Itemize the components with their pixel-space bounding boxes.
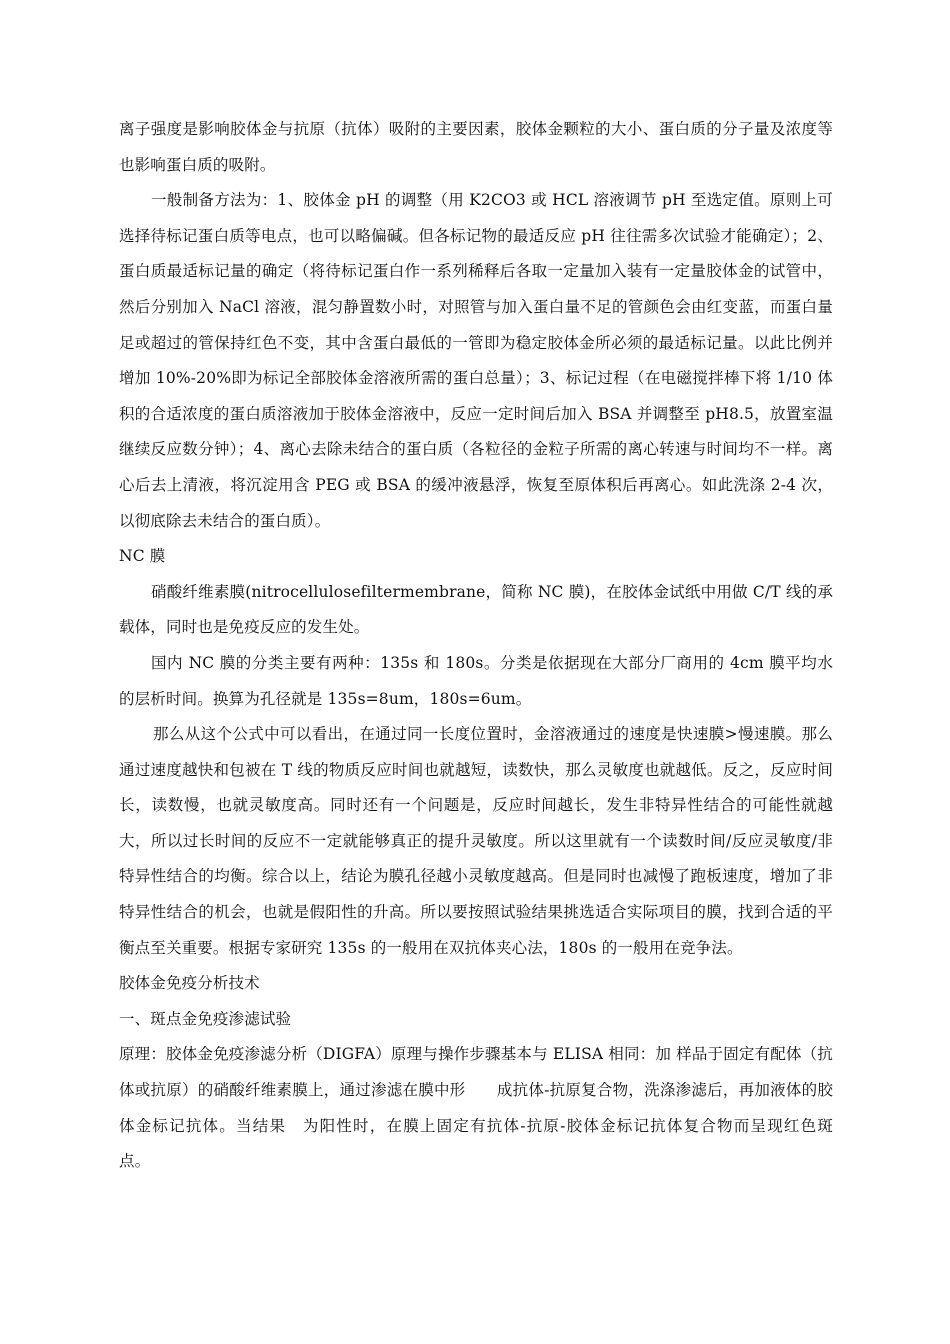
paragraph-nc-classification: 国内 NC 膜的分类主要有两种：135s 和 180s。分类是依据现在大部分厂商用的 4cm 膜平均水的层析时间。换算为孔径就是 135s=8um，180s=6um。: [119, 653, 833, 708]
heading-colloidal-gold-immunoassay: 胶体金免疫分析技术: [119, 974, 260, 993]
document-body: [119, 112, 849, 1180]
heading-nc-membrane: NC 膜: [119, 547, 166, 566]
paragraph-preparation-method: 一般制备方法为：1、胶体金 pH 的调整（用 K2CO3 或 HCL 溶液调节 pH 至选定值。原则上可选择待标记蛋白质等电点，也可以略偏碱。但各标记物的最适反应 pH 往往需多次试验才能确定）；2、蛋白质最适标记量的确定（将待标记蛋白作一系列稀释后各取一定量加入装有一定量胶体金的试管中，然后分别加入 NaCl 溶液，混匀静置数小时，对照管与加入蛋白量不足的管颜色会由红变蓝，而蛋白量足或超过的管保持红色不变，其中含蛋白最低的一管即为稳定胶体金所必须的最适标记量。以此比例并增加 10%-20%即为标记全部胶体金溶液所需的蛋白总量）；3、标记过程（在电磁搅拌棒下将 1/10 体积的合适浓度的蛋白质溶液加于胶体金溶液中，反应一定时间后加入 BSA 并调整至 pH8.5，放置室温继续反应数分钟）；4、离心去除未结合的蛋白质（各粒径的金粒子所需的离心转速与时间均不一样。离心后去上清液，将沉淀用含 PEG 或 BSA 的缓冲液悬浮，恢复至原体积后再离心。如此洗涤 2-4 次，以彻底除去未结合的蛋白质）。: [119, 191, 833, 530]
paragraph-nc-definition: 硝酸纤维素膜(nitrocellulosefiltermembrane，简称 NC 膜)，在胶体金试纸中用做 C/T 线的承载体，同时也是免疫反应的发生处。: [119, 582, 833, 637]
paragraph-sensitivity-analysis: 那么从这个公式中可以看出，在通过同一长度位置时，金溶液通过的速度是快速膜>慢速膜。那么通过速度越快和包被在 T 线的物质反应时间也就越短，读数快，那么灵敏度也就越低。反之，反应时间长，读数慢，也就灵敏度高。同时还有一个问题是，反应时间越长，发生非特异性结合的可能性就越大，所以过长时间的反应不一定就能够真正的提升灵敏度。所以这里就有一个读数时间/反应灵敏度/非特异性结合的均衡。综合以上，结论为膜孔径越小灵敏度越高。但是同时也减慢了跑板速度，增加了非特异性结合的机会，也就是假阳性的升高。所以要按照试验结果挑选适合实际项目的膜，找到合适的平衡点至关重要。根据专家研究 135s 的一般用在双抗体夹心法，180s 的一般用在竞争法。: [119, 725, 833, 957]
paragraph-ionic-strength: 离子强度是影响胶体金与抗原（抗体）吸附的主要因素，胶体金颗粒的大小、蛋白质的分子量及浓度等也影响蛋白质的吸附。: [119, 120, 833, 174]
paragraph-principle: 原理：胶体金免疫渗滤分析（DIGFA）原理与操作步骤基本与 ELISA 相同：加 样品于固定有配体（抗体或抗原）的硝酸纤维素膜上，通过渗滤在膜中形 成抗体-抗原复合物，洗涤渗滤后，再加液体的胶体金标记抗体。当结果 为阳性时，在膜上固定有抗体-抗原-胶体金标记抗体复合物而呈现红色斑 点。: [119, 1045, 849, 1171]
heading-dot-immunogold-filtration: 一、斑点金免疫渗滤试验: [119, 1009, 292, 1028]
